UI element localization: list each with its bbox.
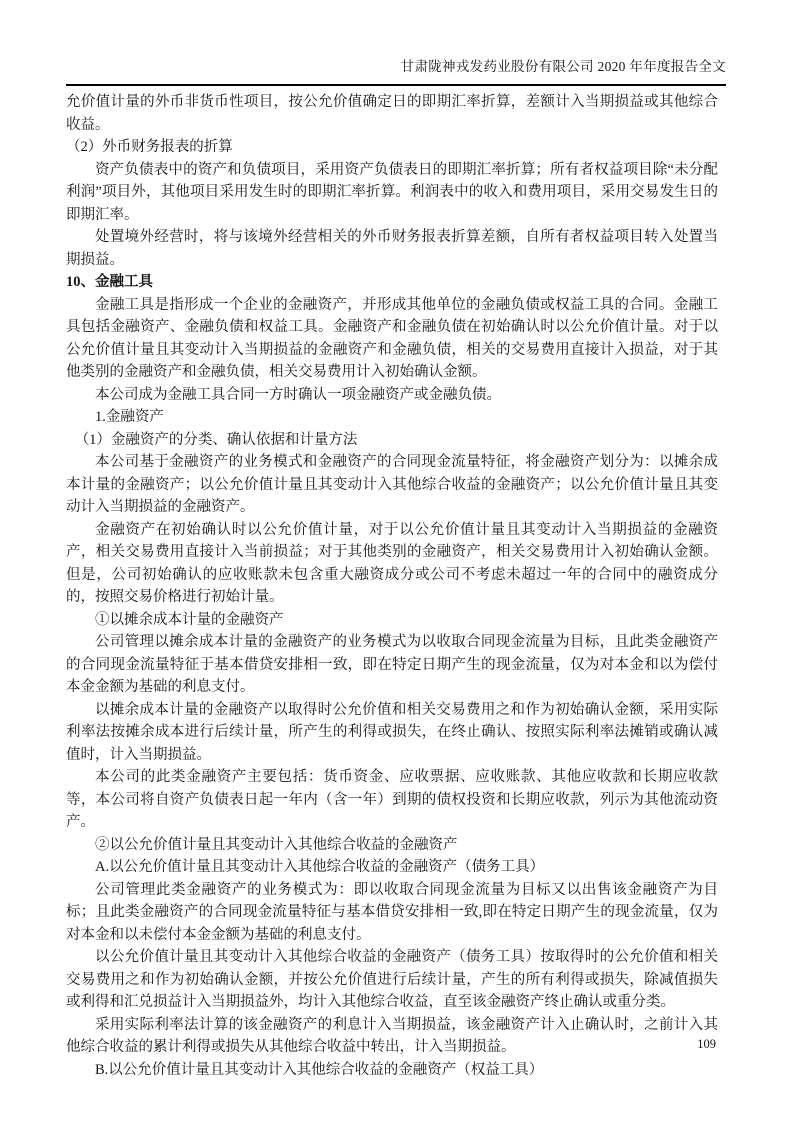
paragraph: 以摊余成本计量的金融资产以取得时公允价值和相关交易费用之和作为初始确认金额，采用实际利率法按摊余成本进行后续计量，所产生的利得或损失，在终止确认、按照实际利率法摊销或确认减值时，计入当期损益。 bbox=[66, 701, 718, 763]
paragraph: 金融工具是指形成一个企业的金融资产，并形成其他单位的金融负债或权益工具的合同。金融工具包括金融资产、金融负债和权益工具。金融资产和金融负债在初始确认时以公允价值计量。对于以公允价值计量且其变动计入当期损益的金融资产和金融负债，相关的交易费用直接计入损益，对于其他类别的金融资产和金融负债，相关交易费用计入初始确认金额。 bbox=[66, 296, 718, 380]
document-body bbox=[66, 91, 718, 1081]
header-divider bbox=[66, 84, 726, 86]
subheading-fvoci-equity: B.以公允价值计量且其变动计入其他综合收益的金融资产（权益工具） bbox=[95, 1061, 544, 1078]
section-heading-financial-instruments: 10、金融工具 bbox=[66, 274, 153, 290]
subheading-fvoci: ②以公允价值计量且其变动计入其他综合收益的金融资产 bbox=[95, 836, 458, 853]
subheading-classification: （1）金融资产的分类、确认依据和计量方法 bbox=[74, 431, 358, 448]
paragraph: 公司管理以摊余成本计量的金融资产的业务模式为以收取合同现金流量为目标，且此类金融资产的合同现金流量特征于基本借贷安排相一致，即在特定日期产生的现金流量，仅为对本金和以为偿付本金金额为基础的利息支付。 bbox=[66, 634, 718, 695]
subheading-fvoci-debt: A.以公允价值计量且其变动计入其他综合收益的金融资产（债务工具） bbox=[95, 859, 545, 875]
page-number: 109 bbox=[697, 1037, 716, 1051]
paragraph: 本公司成为金融工具合同一方时确认一项金融资产或金融负债。 bbox=[95, 386, 501, 403]
subheading-fx-translation: （2）外币财务报表的折算 bbox=[66, 139, 233, 155]
paragraph-continuation: 允价值计量的外币非货币性项目，按公允价值确定日的即期汇率折算，差额计入当期损益或其他综合收益。 bbox=[66, 94, 718, 133]
subheading-financial-assets: 1.金融资产 bbox=[95, 409, 164, 425]
paragraph: 处置境外经营时，将与该境外经营相关的外币财务报表折算差额，自所有者权益项目转入处置当期损益。 bbox=[66, 229, 718, 268]
paragraph: 资产负债表中的资产和负债项目，采用资产负债表日的即期汇率折算；所有者权益项目除“未分配利润”项目外，其他项目采用发生时的即期汇率折算。利润表中的收入和费用项目，采用交易发生日的即期汇率。 bbox=[66, 161, 718, 223]
paragraph: 本公司基于金融资产的业务模式和金融资产的合同现金流量特征，将金融资产划分为：以摊余成本计量的金融资产；以公允价值计量且其变动计入其他综合收益的金融资产；以公允价值计量且其变动计入当期损益的金融资产。 bbox=[66, 454, 718, 515]
subheading-amortized-cost: ①以摊余成本计量的金融资产 bbox=[95, 611, 284, 628]
paragraph: 以公允价值计量且其变动计入其他综合收益的金融资产（债务工具）按取得时的公允价值和相关交易费用之和作为初始确认金额，并按公允价值进行后续计量，产生的所有利得或损失，除减值损失或利得和汇兑损益计入当期损益外，均计入其他综合收益，直至该金融资产终止确认或重分类。 bbox=[66, 949, 718, 1010]
paragraph: 采用实际利率法计算的该金融资产的利息计入当期损益，该金融资产计入止确认时，之前计入其他综合收益的累计利得或损失从其他综合收益中转出，计入当期损益。 bbox=[66, 1016, 718, 1055]
paragraph: 本公司的此类金融资产主要包括：货币资金、应收票据、应收账款、其他应收款和长期应收款等，本公司将自资产负债表日起一年内（含一年）到期的债权投资和长期应收款，列示为其他流动资产。 bbox=[66, 769, 718, 830]
paragraph: 金融资产在初始确认时以公允价值计量，对于以公允价值计量且其变动计入当期损益的金融资产，相关交易费用直接计入当前损益；对于其他类别的金融资产，相关交易费用计入初始确认金额。但是，公司初始确认的应收账款未包含重大融资成分或公司不考虑未超过一年的合同中的融资成分的，按照交易价格进行初始计量。 bbox=[66, 521, 718, 605]
page-header-title: 甘肃陇神戎发药业股份有限公司 2020 年年度报告全文 bbox=[400, 59, 726, 74]
paragraph: 公司管理此类金融资产的业务模式为：即以收取合同现金流量为目标又以出售该金融资产为目标；且此类金融资产的合同现金流量特征与基本借贷安排相一致,即在特定日期产生的现金流量，仅为对本金和以未偿付本金金额为基础的利息支付。 bbox=[66, 881, 718, 943]
